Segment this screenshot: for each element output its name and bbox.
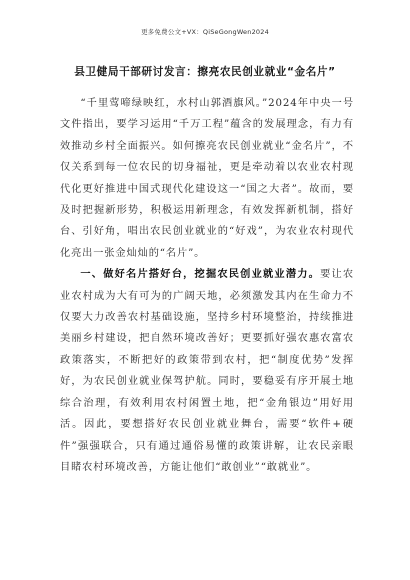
section-heading: 一、做好名片搭好台，挖掘农民创业就业潜力。 [80, 269, 321, 281]
paragraph-intro [60, 93, 354, 264]
header-note: 更多免费公文+VX：QiSeGongWen2024 [141, 28, 269, 36]
document-body [60, 93, 354, 478]
document-title: 县卫健局干部研讨发言：擦亮农民创业就业“金名片” [74, 66, 336, 78]
paragraph-section-1-text: 要让农业农村成为大有可为的广阔天地，必须激发其内在生命力不仅要大力改善农村基础设施，坚持乡村环境整治，持续推进美丽乡村建设，把自然环境改善好；更要抓好强农惠农富农政策落实，不断把好的政策带到农村，把“制度优势”发挥好，为农民创业就业保驾护航。同时，要稳妥有序开展土地综合治理，有效利用农村闲置土地，把“金角银边”用好用活。因此，要想搭好农民创业就业舞台，需要“软件+硬件”强强联合，只有通过通俗易懂的政策讲解，让农民亲眼目睹农村环境改善，方能让他们“敢创业”“敢就业”。 [60, 269, 354, 473]
paragraph-intro-text: “千里莺啼绿映红，水村山郭酒旗风。”2024年中央一号文件指出，要学习运用“千万工程”蕴含的发展理念，有力有效推动乡村全面振兴。如何擦亮农民创业就业“金名片”，不仅关系到每一位农民的切身福祉，更是牵动着以农业农村现代化更好推进中国式现代化建设这一“国之大者”。故而，要及时把握新形势，积极运用新理念，有效发挥新机制，搭好台、引好角，唱出农民创业就业的“好戏”，为农业农村现代化亮出一张金灿灿的“名片”。 [60, 98, 354, 259]
paragraph-section-1 [60, 264, 354, 478]
